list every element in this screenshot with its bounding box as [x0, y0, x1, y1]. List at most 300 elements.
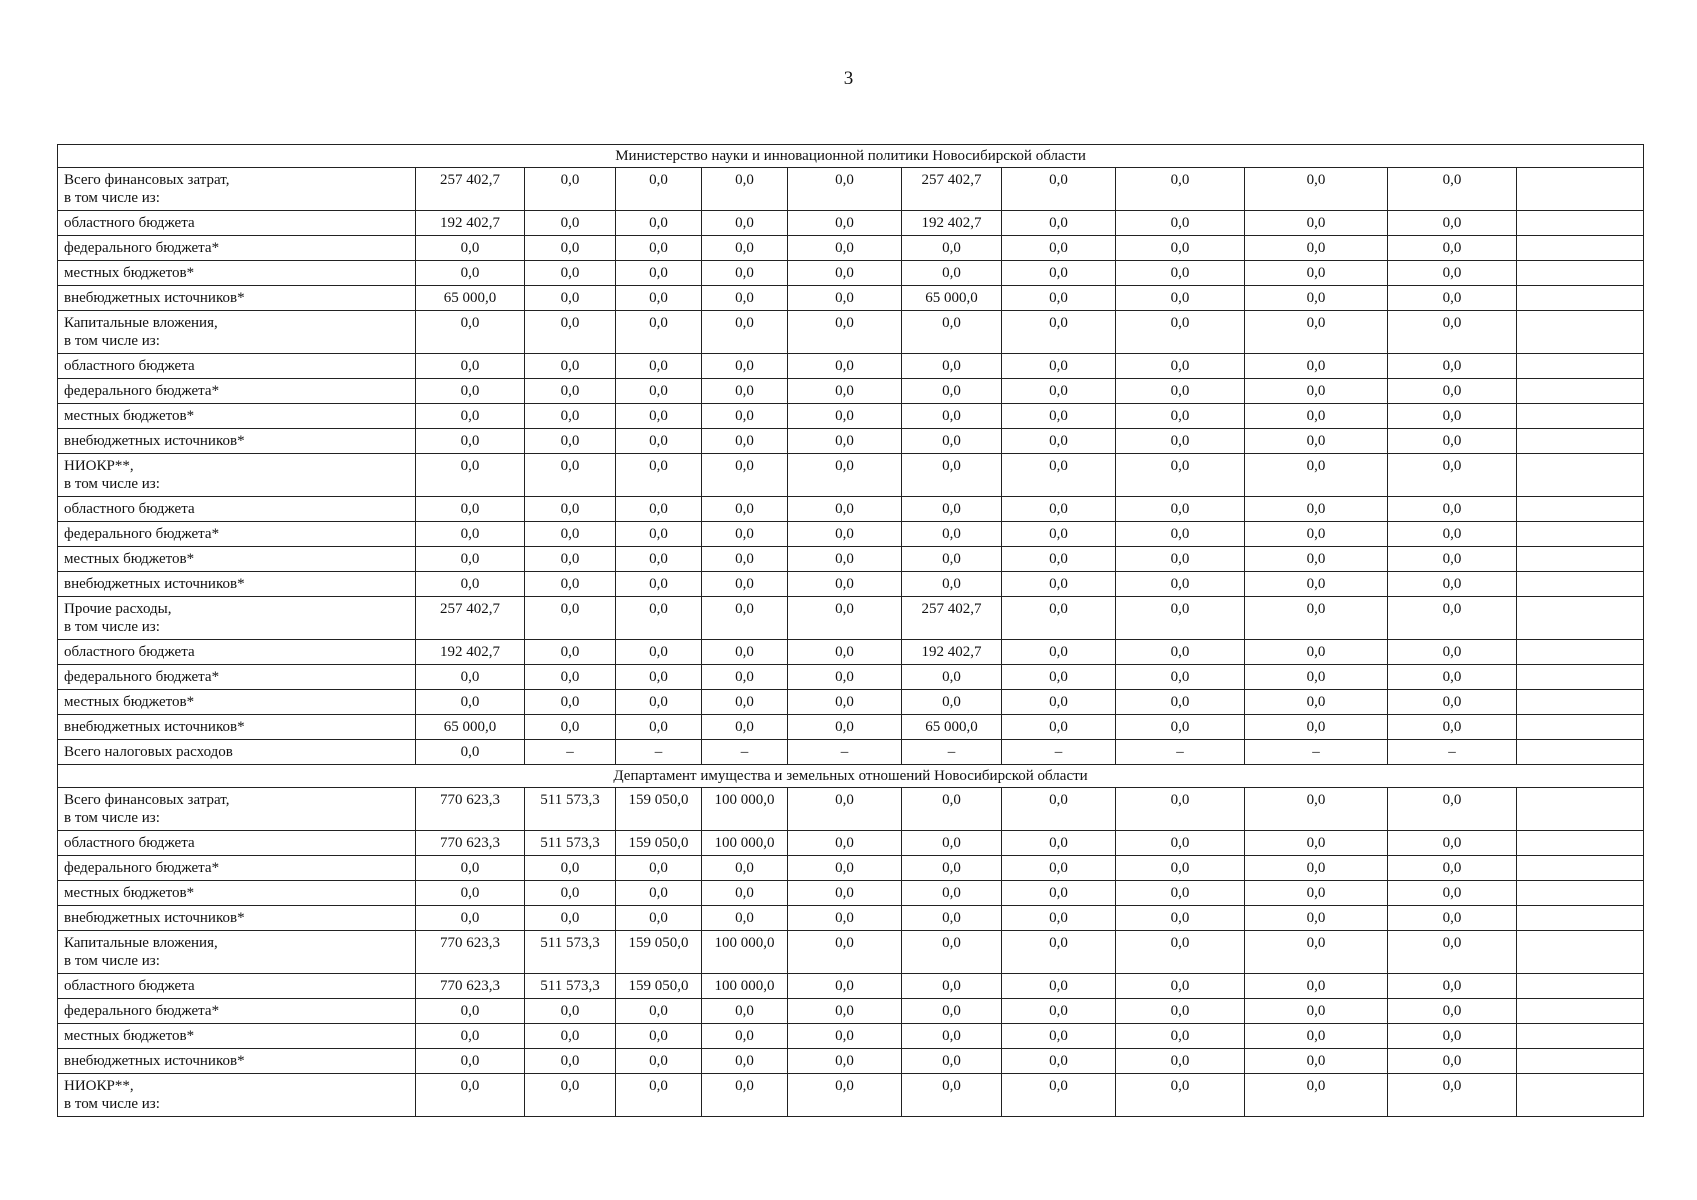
value-cell: 0,0	[1388, 429, 1517, 454]
table-row	[58, 211, 1644, 236]
value-cell: 0,0	[788, 354, 902, 379]
value-cell	[1517, 379, 1644, 404]
value-cell: 0,0	[1388, 1049, 1517, 1074]
value-cell: 0,0	[1388, 522, 1517, 547]
value-cell: 0,0	[525, 640, 616, 665]
value-cell	[1517, 931, 1644, 974]
value-cell: 0,0	[1245, 974, 1388, 999]
value-cell: 0,0	[1002, 974, 1116, 999]
value-cell: 0,0	[1245, 211, 1388, 236]
row-label-line: местных бюджетов*	[64, 885, 195, 901]
value-cell: 0,0	[902, 831, 1002, 856]
value-cell: 0,0	[788, 831, 902, 856]
value-cell: 257 402,7	[902, 168, 1002, 211]
value-cell: 0,0	[1245, 454, 1388, 497]
value-cell: 0,0	[902, 261, 1002, 286]
row-label-line: Всего налоговых расходов	[64, 744, 233, 760]
value-cell: –	[525, 740, 616, 765]
value-cell: 0,0	[1002, 572, 1116, 597]
value-cell	[1517, 665, 1644, 690]
value-cell: 0,0	[616, 236, 702, 261]
value-cell: 0,0	[1388, 211, 1517, 236]
table-row	[58, 1049, 1644, 1074]
row-label	[58, 404, 416, 429]
row-label	[58, 497, 416, 522]
row-label	[58, 788, 416, 831]
value-cell: 0,0	[788, 931, 902, 974]
row-label-line: областного бюджета	[64, 978, 195, 994]
row-label	[58, 1049, 416, 1074]
value-cell	[1517, 597, 1644, 640]
value-cell: 0,0	[416, 881, 525, 906]
value-cell: 0,0	[416, 547, 525, 572]
value-cell: 0,0	[702, 168, 788, 211]
value-cell: 0,0	[616, 379, 702, 404]
table-row	[58, 999, 1644, 1024]
value-cell: 0,0	[616, 454, 702, 497]
row-label-line: внебюджетных источников*	[64, 290, 245, 306]
value-cell: 0,0	[788, 311, 902, 354]
value-cell: 0,0	[525, 354, 616, 379]
value-cell	[1517, 286, 1644, 311]
value-cell: 0,0	[902, 404, 1002, 429]
row-label-line: местных бюджетов*	[64, 1028, 195, 1044]
value-cell: 0,0	[788, 1024, 902, 1049]
value-cell: 0,0	[1116, 168, 1245, 211]
value-cell: 0,0	[1116, 690, 1245, 715]
value-cell: 0,0	[1116, 856, 1245, 881]
value-cell: 192 402,7	[902, 211, 1002, 236]
row-label	[58, 597, 416, 640]
row-label-line: НИОКР**,	[64, 458, 134, 474]
table-row	[58, 379, 1644, 404]
value-cell: 0,0	[1245, 379, 1388, 404]
value-cell: 0,0	[1002, 404, 1116, 429]
value-cell: –	[788, 740, 902, 765]
value-cell: 0,0	[1245, 690, 1388, 715]
value-cell	[1517, 788, 1644, 831]
value-cell: 770 623,3	[416, 831, 525, 856]
table-row	[58, 1024, 1644, 1049]
value-cell: 0,0	[902, 572, 1002, 597]
table-row	[58, 429, 1644, 454]
value-cell	[1517, 715, 1644, 740]
value-cell: 0,0	[1002, 429, 1116, 454]
value-cell: 0,0	[702, 881, 788, 906]
value-cell: 65 000,0	[416, 715, 525, 740]
table-row	[58, 311, 1644, 354]
value-cell: 770 623,3	[416, 931, 525, 974]
value-cell: 0,0	[616, 286, 702, 311]
table-row	[58, 974, 1644, 999]
value-cell: 0,0	[788, 211, 902, 236]
value-cell: 0,0	[1388, 788, 1517, 831]
value-cell: 0,0	[1245, 715, 1388, 740]
table-row	[58, 261, 1644, 286]
value-cell: 100 000,0	[702, 831, 788, 856]
value-cell: 0,0	[1116, 404, 1245, 429]
value-cell: 0,0	[1245, 236, 1388, 261]
value-cell: 0,0	[1388, 597, 1517, 640]
value-cell: 511 573,3	[525, 931, 616, 974]
value-cell: 0,0	[525, 379, 616, 404]
value-cell: 0,0	[525, 261, 616, 286]
value-cell: 0,0	[788, 236, 902, 261]
value-cell: 0,0	[1388, 974, 1517, 999]
value-cell: 159 050,0	[616, 831, 702, 856]
row-label	[58, 640, 416, 665]
value-cell: 0,0	[616, 311, 702, 354]
value-cell: 0,0	[902, 906, 1002, 931]
value-cell: –	[1116, 740, 1245, 765]
section-title: Министерство науки и инновационной политики Новосибирской области	[58, 145, 1644, 168]
value-cell	[1517, 522, 1644, 547]
value-cell: 192 402,7	[416, 640, 525, 665]
row-label	[58, 522, 416, 547]
value-cell: 0,0	[616, 261, 702, 286]
row-label	[58, 715, 416, 740]
value-cell: 0,0	[1002, 856, 1116, 881]
row-label-line: Капитальные вложения,	[64, 315, 218, 331]
value-cell: 0,0	[1245, 831, 1388, 856]
value-cell: 0,0	[1002, 311, 1116, 354]
value-cell: 0,0	[1002, 831, 1116, 856]
row-label-line: местных бюджетов*	[64, 265, 195, 281]
value-cell: 0,0	[1002, 931, 1116, 974]
value-cell: 0,0	[525, 236, 616, 261]
value-cell: 0,0	[525, 1074, 616, 1117]
value-cell: 0,0	[1002, 454, 1116, 497]
row-label	[58, 236, 416, 261]
value-cell: 0,0	[702, 597, 788, 640]
value-cell: 0,0	[1002, 640, 1116, 665]
value-cell: 0,0	[525, 690, 616, 715]
row-label	[58, 831, 416, 856]
row-label-line: в том числе из:	[64, 619, 160, 635]
table-row	[58, 597, 1644, 640]
value-cell: 0,0	[416, 856, 525, 881]
value-cell: 0,0	[1116, 429, 1245, 454]
value-cell: 0,0	[788, 168, 902, 211]
row-label	[58, 311, 416, 354]
value-cell: 0,0	[1116, 286, 1245, 311]
row-label-line: областного бюджета	[64, 215, 195, 231]
value-cell	[1517, 974, 1644, 999]
row-label-line: Всего финансовых затрат,	[64, 172, 230, 188]
value-cell: 0,0	[788, 572, 902, 597]
value-cell: 0,0	[902, 354, 1002, 379]
value-cell: 0,0	[616, 715, 702, 740]
value-cell: 0,0	[1245, 999, 1388, 1024]
row-label-line: областного бюджета	[64, 358, 195, 374]
table-row	[58, 454, 1644, 497]
value-cell: –	[616, 740, 702, 765]
value-cell	[1517, 236, 1644, 261]
value-cell: 0,0	[616, 1024, 702, 1049]
value-cell: 0,0	[525, 168, 616, 211]
table-row	[58, 831, 1644, 856]
value-cell	[1517, 856, 1644, 881]
value-cell: 770 623,3	[416, 788, 525, 831]
value-cell: 0,0	[416, 906, 525, 931]
value-cell: 0,0	[702, 311, 788, 354]
value-cell: 0,0	[702, 999, 788, 1024]
value-cell: 0,0	[1245, 597, 1388, 640]
value-cell	[1517, 354, 1644, 379]
value-cell: 0,0	[1002, 211, 1116, 236]
row-label-line: местных бюджетов*	[64, 408, 195, 424]
value-cell: 0,0	[788, 429, 902, 454]
value-cell: 257 402,7	[416, 168, 525, 211]
value-cell: 0,0	[1388, 881, 1517, 906]
value-cell	[1517, 1049, 1644, 1074]
value-cell: 0,0	[1002, 497, 1116, 522]
table-row	[58, 236, 1644, 261]
value-cell: 511 573,3	[525, 788, 616, 831]
value-cell: 0,0	[788, 286, 902, 311]
row-label	[58, 261, 416, 286]
value-cell: 0,0	[702, 236, 788, 261]
value-cell: 0,0	[416, 1024, 525, 1049]
value-cell: 0,0	[525, 856, 616, 881]
value-cell: 0,0	[902, 311, 1002, 354]
table-row	[58, 690, 1644, 715]
value-cell: 0,0	[616, 547, 702, 572]
value-cell	[1517, 261, 1644, 286]
value-cell: 0,0	[1388, 379, 1517, 404]
row-label	[58, 931, 416, 974]
value-cell: 0,0	[1116, 931, 1245, 974]
section-header-row	[58, 765, 1644, 788]
value-cell: 0,0	[702, 429, 788, 454]
value-cell: 0,0	[788, 1049, 902, 1074]
value-cell: 0,0	[1002, 597, 1116, 640]
value-cell: 0,0	[702, 261, 788, 286]
value-cell: 0,0	[788, 974, 902, 999]
value-cell: 0,0	[416, 454, 525, 497]
table-row	[58, 547, 1644, 572]
value-cell: 0,0	[902, 429, 1002, 454]
value-cell: 0,0	[1388, 831, 1517, 856]
value-cell: 0,0	[1388, 1074, 1517, 1117]
value-cell: 0,0	[1245, 1074, 1388, 1117]
value-cell: 0,0	[1002, 665, 1116, 690]
value-cell: 0,0	[616, 572, 702, 597]
value-cell	[1517, 831, 1644, 856]
value-cell: 0,0	[1002, 354, 1116, 379]
value-cell: 0,0	[788, 454, 902, 497]
value-cell: 0,0	[1116, 572, 1245, 597]
value-cell: 0,0	[1116, 665, 1245, 690]
value-cell	[1517, 1074, 1644, 1117]
table-row	[58, 665, 1644, 690]
value-cell: 0,0	[702, 547, 788, 572]
value-cell	[1517, 1024, 1644, 1049]
value-cell	[1517, 497, 1644, 522]
value-cell: 0,0	[1116, 999, 1245, 1024]
value-cell: 0,0	[702, 354, 788, 379]
section-title: Департамент имущества и земельных отношений Новосибирской области	[58, 765, 1644, 788]
value-cell: 0,0	[1245, 497, 1388, 522]
value-cell: 0,0	[902, 788, 1002, 831]
value-cell: 0,0	[788, 379, 902, 404]
value-cell: 0,0	[702, 454, 788, 497]
row-label-line: федерального бюджета*	[64, 1003, 220, 1019]
table-row	[58, 881, 1644, 906]
row-label	[58, 974, 416, 999]
value-cell: 0,0	[616, 211, 702, 236]
value-cell: 0,0	[416, 1074, 525, 1117]
value-cell: 192 402,7	[902, 640, 1002, 665]
value-cell: 0,0	[525, 547, 616, 572]
value-cell: 0,0	[1245, 429, 1388, 454]
value-cell: 0,0	[1002, 788, 1116, 831]
value-cell: 0,0	[416, 429, 525, 454]
value-cell: 0,0	[1116, 311, 1245, 354]
row-label-line: областного бюджета	[64, 835, 195, 851]
table-row	[58, 286, 1644, 311]
value-cell: 0,0	[1245, 1049, 1388, 1074]
value-cell: 159 050,0	[616, 788, 702, 831]
table-row	[58, 640, 1644, 665]
row-label-line: федерального бюджета*	[64, 240, 220, 256]
value-cell: 100 000,0	[702, 974, 788, 999]
value-cell: –	[1245, 740, 1388, 765]
value-cell: 0,0	[788, 404, 902, 429]
value-cell: 0,0	[616, 522, 702, 547]
value-cell: 0,0	[616, 856, 702, 881]
value-cell: 0,0	[1116, 881, 1245, 906]
row-label	[58, 1074, 416, 1117]
row-label	[58, 168, 416, 211]
value-cell	[1517, 429, 1644, 454]
value-cell: 0,0	[1388, 168, 1517, 211]
value-cell: 0,0	[902, 881, 1002, 906]
value-cell: 0,0	[416, 311, 525, 354]
value-cell: 0,0	[902, 1024, 1002, 1049]
row-label	[58, 690, 416, 715]
table-row	[58, 715, 1644, 740]
value-cell: 0,0	[525, 497, 616, 522]
value-cell: 0,0	[788, 597, 902, 640]
value-cell: 0,0	[416, 522, 525, 547]
value-cell: 0,0	[1116, 261, 1245, 286]
value-cell: 0,0	[416, 572, 525, 597]
value-cell: 0,0	[702, 379, 788, 404]
value-cell: 0,0	[1245, 931, 1388, 974]
value-cell: 0,0	[1116, 354, 1245, 379]
row-label-line: внебюджетных источников*	[64, 719, 245, 735]
value-cell	[1517, 906, 1644, 931]
value-cell: 0,0	[616, 597, 702, 640]
value-cell: 0,0	[416, 497, 525, 522]
value-cell: 0,0	[525, 1049, 616, 1074]
value-cell: 0,0	[1002, 999, 1116, 1024]
value-cell: 0,0	[902, 974, 1002, 999]
value-cell: 0,0	[1245, 640, 1388, 665]
value-cell: 0,0	[788, 906, 902, 931]
value-cell: 0,0	[788, 665, 902, 690]
row-label-line: федерального бюджета*	[64, 383, 220, 399]
value-cell	[1517, 572, 1644, 597]
value-cell: 0,0	[1116, 788, 1245, 831]
value-cell: 159 050,0	[616, 931, 702, 974]
row-label-line: местных бюджетов*	[64, 694, 195, 710]
value-cell: 0,0	[902, 1049, 1002, 1074]
value-cell: –	[1388, 740, 1517, 765]
row-label	[58, 454, 416, 497]
value-cell: 0,0	[1002, 547, 1116, 572]
value-cell: 0,0	[1002, 236, 1116, 261]
value-cell: 0,0	[416, 404, 525, 429]
value-cell: 0,0	[1002, 379, 1116, 404]
value-cell: 0,0	[1116, 211, 1245, 236]
value-cell: 0,0	[525, 211, 616, 236]
value-cell: 0,0	[788, 1074, 902, 1117]
table-row	[58, 906, 1644, 931]
value-cell	[1517, 547, 1644, 572]
value-cell: 0,0	[525, 522, 616, 547]
value-cell: 0,0	[702, 690, 788, 715]
value-cell: 0,0	[788, 690, 902, 715]
value-cell: 0,0	[902, 379, 1002, 404]
budget-table	[57, 144, 1644, 1117]
value-cell: 0,0	[416, 236, 525, 261]
table-row	[58, 788, 1644, 831]
value-cell: 0,0	[616, 665, 702, 690]
value-cell: 0,0	[1388, 547, 1517, 572]
value-cell	[1517, 404, 1644, 429]
value-cell: 0,0	[1388, 572, 1517, 597]
value-cell: 0,0	[616, 429, 702, 454]
row-label-line: в том числе из:	[64, 333, 160, 349]
value-cell: 0,0	[1116, 236, 1245, 261]
value-cell: 0,0	[1388, 640, 1517, 665]
value-cell: 0,0	[1116, 974, 1245, 999]
value-cell: 0,0	[1116, 1024, 1245, 1049]
value-cell: 0,0	[1116, 1049, 1245, 1074]
value-cell: 0,0	[1116, 522, 1245, 547]
row-label-line: в том числе из:	[64, 953, 160, 969]
row-label	[58, 429, 416, 454]
value-cell: 0,0	[525, 311, 616, 354]
value-cell: 0,0	[616, 1049, 702, 1074]
value-cell: 0,0	[616, 497, 702, 522]
value-cell: 0,0	[525, 286, 616, 311]
value-cell: 0,0	[616, 640, 702, 665]
value-cell: 0,0	[902, 236, 1002, 261]
value-cell: 65 000,0	[416, 286, 525, 311]
value-cell: 0,0	[1116, 454, 1245, 497]
value-cell: 0,0	[1002, 261, 1116, 286]
value-cell: 0,0	[702, 286, 788, 311]
row-label	[58, 999, 416, 1024]
page-number: 3	[843, 68, 854, 89]
row-label-line: федерального бюджета*	[64, 860, 220, 876]
value-cell: 0,0	[1245, 354, 1388, 379]
row-label	[58, 740, 416, 765]
value-cell: 0,0	[788, 999, 902, 1024]
value-cell: 0,0	[1245, 665, 1388, 690]
value-cell: –	[1002, 740, 1116, 765]
value-cell	[1517, 454, 1644, 497]
row-label-line: в том числе из:	[64, 1096, 160, 1112]
value-cell: 0,0	[1116, 379, 1245, 404]
value-cell: 0,0	[1388, 665, 1517, 690]
table-row	[58, 1074, 1644, 1117]
value-cell: 0,0	[902, 1074, 1002, 1117]
value-cell: –	[902, 740, 1002, 765]
